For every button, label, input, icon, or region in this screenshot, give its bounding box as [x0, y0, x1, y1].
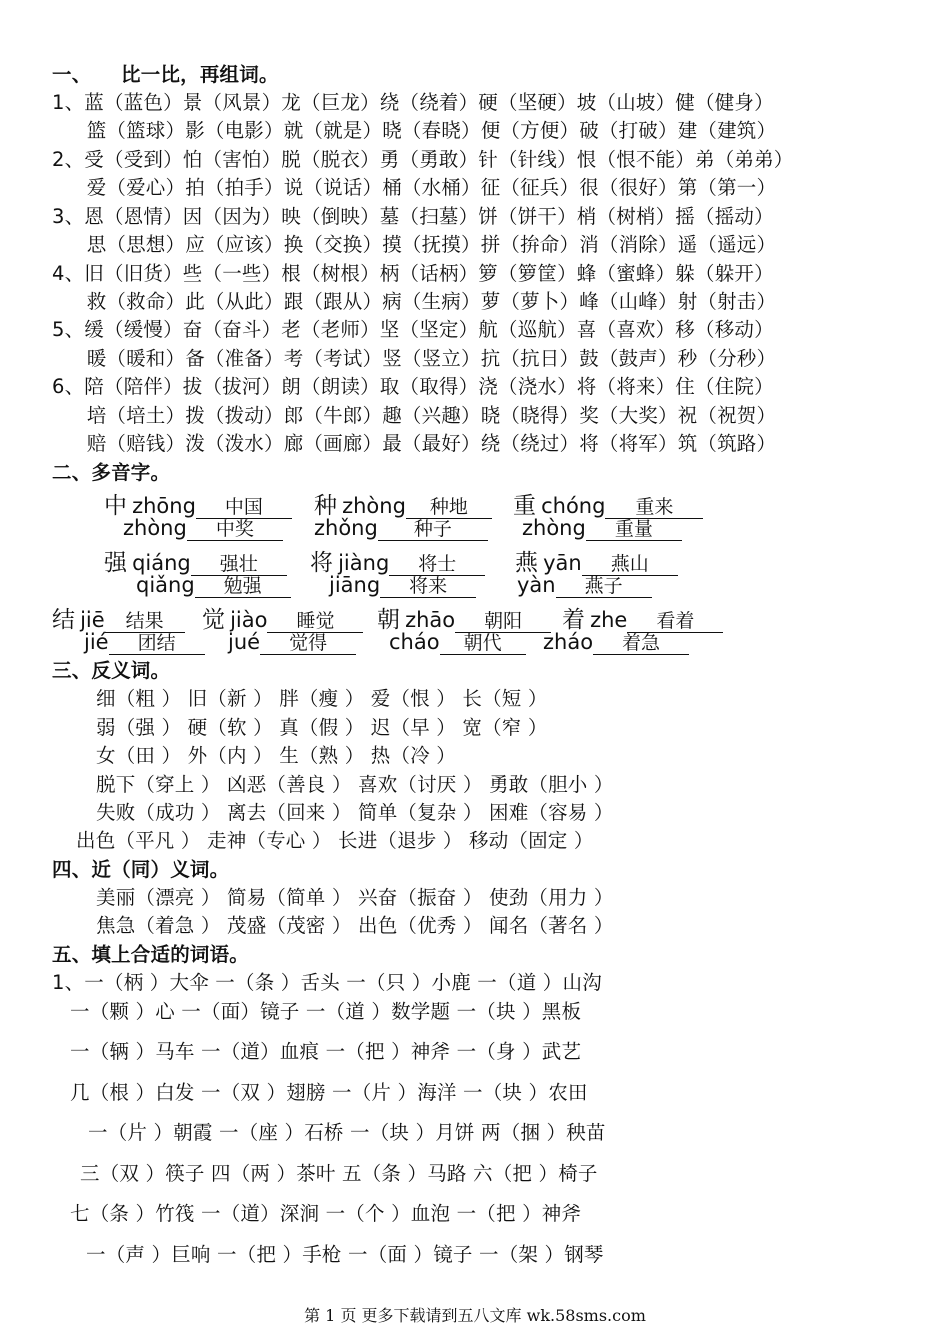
s1-line: 1、蓝（蓝色）景（风景）龙（巨龙）绕（绕着）硬（坚硬）坡（山坡）健（健身）	[52, 91, 774, 114]
polyphone-pinyin: yàn	[517, 573, 556, 597]
polyphone-char: 结	[52, 607, 75, 633]
polyphone-item	[389, 630, 526, 655]
polyphone-answer: 燕山	[582, 553, 678, 576]
polyphone-answer: 团结	[109, 632, 205, 655]
polyphone-answer: 中国	[196, 496, 292, 519]
polyphone-item	[314, 516, 488, 541]
section-5-title: 五、填上合适的词语。	[52, 943, 250, 966]
polyphone-answer: 觉得	[260, 632, 356, 655]
polyphone-pinyin: jiē	[80, 608, 105, 632]
polyphone-answer: 将来	[380, 575, 476, 598]
antonym-line: 出色（平凡 ） 走神（专心 ） 长进（退步 ） 移动（固定 ）	[76, 829, 594, 852]
polyphone-item	[84, 630, 205, 655]
polyphone-char: 朝	[377, 607, 400, 633]
polyphone-pinyin: jié	[84, 630, 109, 654]
polyphone-answer: 睡觉	[267, 610, 363, 633]
polyphone-pinyin: yān	[543, 551, 582, 575]
polyphone-answer: 中奖	[187, 518, 283, 541]
polyphone-answer: 重量	[586, 518, 682, 541]
polyphone-pinyin: qiǎng	[136, 573, 195, 597]
measure-word-line: 一（声 ）巨响 一（把 ）手枪 一（面 ）镜子 一（架 ）钢琴	[86, 1243, 604, 1266]
polyphone-item	[522, 516, 682, 541]
antonym-line: 脱下（穿上 ） 凶恶（善良 ） 喜欢（讨厌 ） 勇敢（胆小 ）	[96, 773, 614, 796]
polyphone-char: 着	[562, 607, 585, 633]
polyphone-item	[543, 630, 689, 655]
section-3-title: 三、反义词。	[52, 659, 171, 682]
polyphone-pinyin: jiāng	[329, 573, 381, 597]
polyphone-char: 种	[314, 493, 337, 519]
polyphone-char: 将	[310, 550, 333, 576]
polyphone-answer: 将士	[389, 553, 485, 576]
section-2-title: 二、多音字。	[52, 461, 171, 484]
page-footer: 第 1 页 更多下载请到五八文库 wk.58sms.com	[304, 1306, 646, 1325]
polyphone-answer: 看着	[627, 610, 723, 633]
measure-word-line: 一（颗 ）心 一（面）镜子 一（道 ）数学题 一（块 ）黑板	[70, 1000, 582, 1023]
polyphone-answer: 结果	[105, 610, 185, 633]
polyphone-answer: 种地	[406, 496, 492, 519]
antonym-line: 弱（强 ） 硬（软 ） 真（假 ） 迟（早 ） 宽（窄 ）	[96, 716, 548, 739]
s1-line: 篮（篮球）影（电影）就（就是）晓（春晓）便（方便）破（打破）建（建筑）	[67, 119, 777, 142]
measure-word-line: 1、一（柄 ）大伞 一（条 ）舌头 一（只 ）小鹿 一（道 ）山沟	[52, 971, 602, 994]
polyphone-answer: 燕子	[556, 575, 652, 598]
measure-word-line: 三（双 ）筷子 四（两 ）茶叶 五（条 ）马路 六（把 ）椅子	[80, 1162, 598, 1185]
polyphone-char: 强	[104, 550, 127, 576]
polyphone-answer: 着急	[593, 632, 689, 655]
polyphone-answer: 朝阳	[455, 610, 551, 633]
polyphone-pinyin: cháo	[389, 630, 440, 654]
polyphone-answer: 种子	[378, 518, 488, 541]
synonym-line: 焦急（着急 ） 茂盛（茂密 ） 出色（优秀 ） 闻名（著名 ）	[96, 914, 614, 937]
s1-line: 2、受（受到）怕（害怕）脱（脱衣）勇（勇敢）针（针线）恨（恨不能）弟（弟弟）	[52, 148, 794, 171]
measure-word-line: 七（条 ）竹筏 一（道）深涧 一（个 ）血泡 一（把 ）神斧	[70, 1202, 582, 1225]
polyphone-pinyin: qiáng	[132, 551, 191, 575]
polyphone-item	[123, 516, 283, 541]
polyphone-pinyin: zhòng	[342, 494, 406, 518]
polyphone-pinyin: jiào	[230, 608, 268, 632]
s1-line: 5、缓（缓慢）奋（奋斗）老（老师）坚（坚定）航（巡航）喜（喜欢）移（移动）	[52, 318, 774, 341]
polyphone-answer: 朝代	[440, 632, 526, 655]
antonym-line: 细（粗 ） 旧（新 ） 胖（瘦 ） 爱（恨 ） 长（短 ）	[96, 687, 548, 710]
polyphone-pinyin: zhǒng	[314, 516, 378, 540]
polyphone-pinyin: chóng	[541, 494, 606, 518]
polyphone-pinyin: zhōng	[132, 494, 196, 518]
polyphone-item	[228, 630, 356, 655]
polyphone-answer: 勉强	[195, 575, 291, 598]
polyphone-answer: 强壮	[191, 553, 287, 576]
s1-line: 暖（暖和）备（准备）考（考试）竖（竖立）抗（抗日）鼓（鼓声）秒（分秒）	[67, 347, 777, 370]
s1-line: 赔（赔钱）泼（泼水）廊（画廊）最（最好）绕（绕过）将（将军）筑（筑路）	[67, 432, 777, 455]
measure-word-line: 几（根 ）白发 一（双 ）翅膀 一（片 ）海洋 一（块 ）农田	[70, 1081, 588, 1104]
synonym-line: 美丽（漂亮 ） 简易（简单 ） 兴奋（振奋 ） 使劲（用力 ）	[96, 886, 614, 909]
polyphone-item	[329, 573, 476, 598]
polyphone-char: 觉	[202, 607, 225, 633]
antonym-line: 女（田 ） 外（内 ） 生（熟 ） 热（冷 ）	[96, 744, 456, 767]
s1-line: 思（思想）应（应该）换（交换）摸（抚摸）拼（拚命）消（消除）遥（遥远）	[67, 233, 777, 256]
s1-line: 6、陪（陪伴）拔（拔河）朗（朗读）取（取得）浇（浇水）将（将来）住（住院）	[52, 375, 774, 398]
polyphone-pinyin: zhòng	[522, 516, 586, 540]
polyphone-pinyin: jué	[228, 630, 261, 654]
polyphone-item	[136, 573, 291, 598]
measure-word-line: 一（片 ）朝霞 一（座 ）石桥 一（块 ）月饼 两（捆 ）秧苗	[88, 1121, 606, 1144]
s1-line: 4、旧（旧货）些（一些）根（树根）柄（话柄）箩（箩筐）蜂（蜜蜂）躲（躲开）	[52, 262, 774, 285]
polyphone-item	[517, 573, 652, 598]
s1-line: 培（培土）拨（拨动）郎（牛郎）趣（兴趣）晓（晓得）奖（大奖）祝（祝贺）	[67, 404, 777, 427]
antonym-line: 失败（成功 ） 离去（回来 ） 简单（复杂 ） 困难（容易 ）	[96, 801, 614, 824]
s1-line: 救（救命）此（从此）跟（跟从）病（生病）萝（萝卜）峰（山峰）射（射击）	[67, 290, 777, 313]
polyphone-char: 中	[104, 493, 127, 519]
polyphone-char: 重	[513, 493, 536, 519]
s1-line: 爱（爱心）拍（拍手）说（说话）桶（水桶）征（征兵）很（很好）第（第一）	[67, 176, 777, 199]
polyphone-pinyin: jiàng	[338, 551, 390, 575]
measure-word-line: 一（辆 ）马车 一（道）血痕 一（把 ）神斧 一（身 ）武艺	[70, 1040, 582, 1063]
section-4-title: 四、近（同）义词。	[52, 858, 230, 881]
polyphone-pinyin: zháo	[543, 630, 594, 654]
polyphone-pinyin: zhāo	[405, 608, 456, 632]
polyphone-char: 燕	[515, 550, 538, 576]
s1-line: 3、恩（恩情）因（因为）映（倒映）墓（扫墓）饼（饼干）梢（树梢）摇（摇动）	[52, 205, 774, 228]
section-1-title: 一、 比一比，再组词。	[52, 63, 279, 86]
polyphone-pinyin: zhòng	[123, 516, 187, 540]
polyphone-pinyin: zhe	[590, 608, 628, 632]
polyphone-answer: 重来	[605, 496, 703, 519]
